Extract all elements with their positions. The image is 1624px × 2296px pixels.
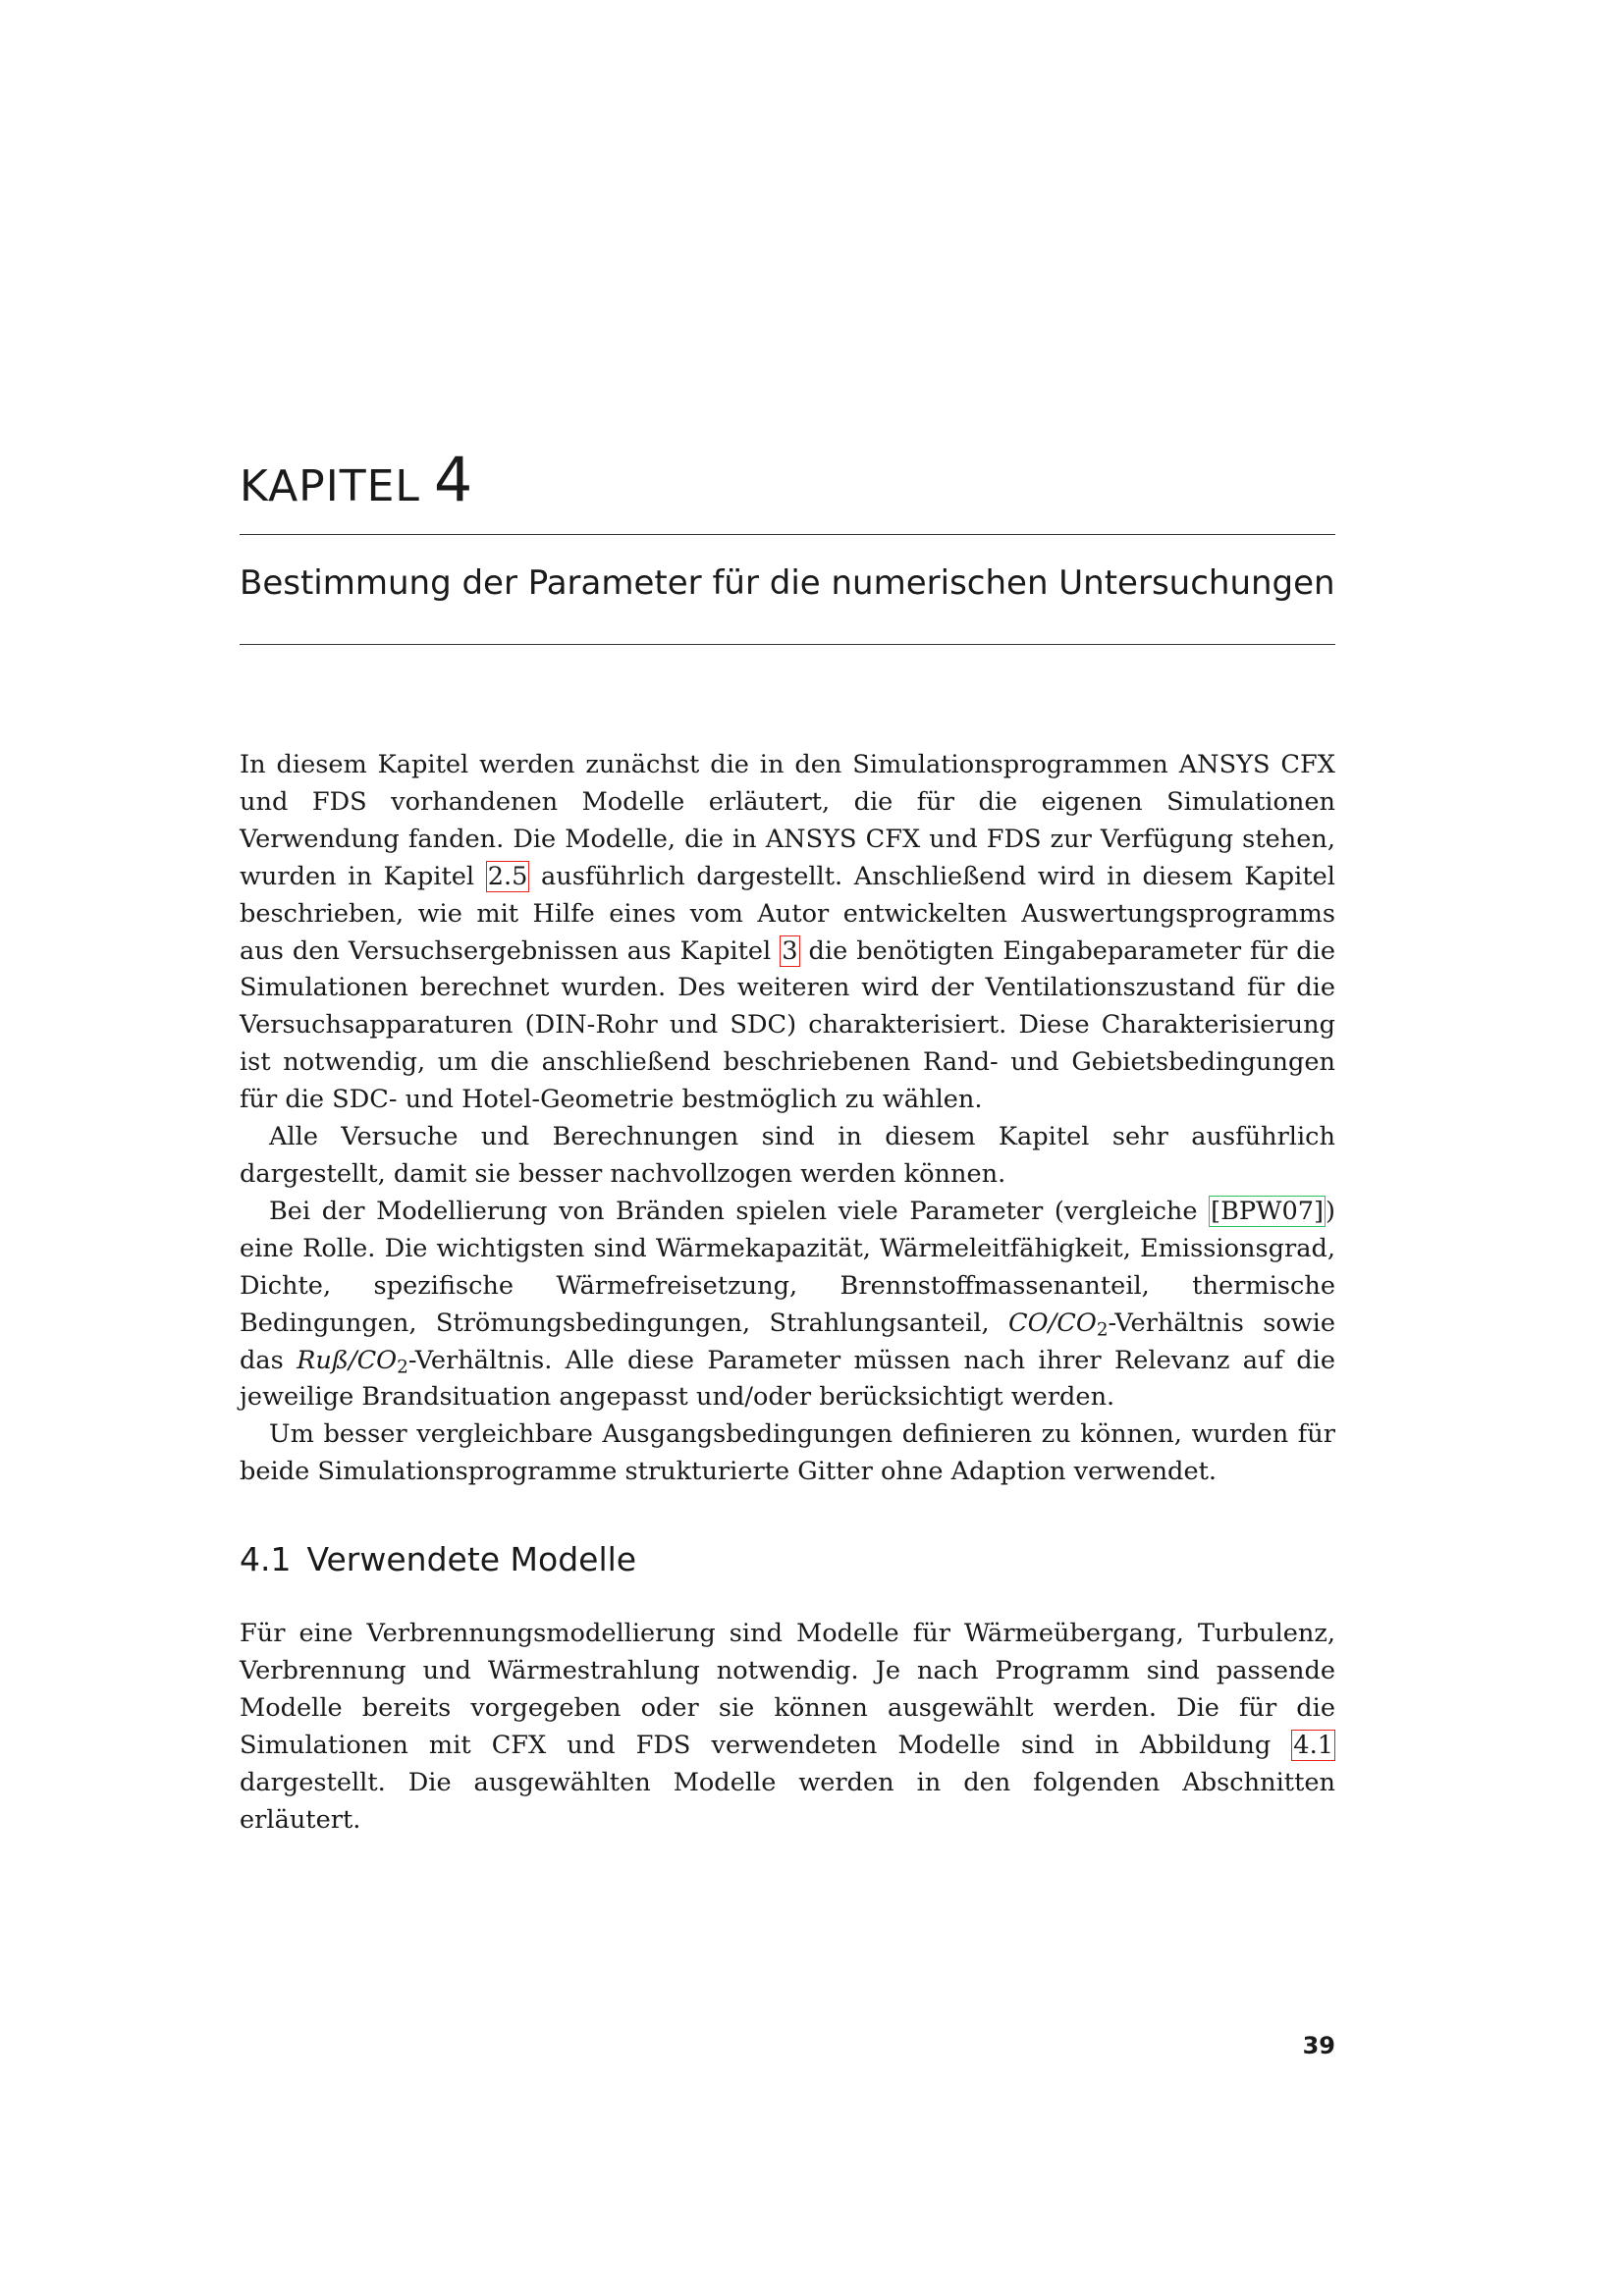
math-slash: / bbox=[1048, 1308, 1057, 1338]
intro-paragraph-1 bbox=[240, 747, 1335, 1119]
section-number: 4.1 bbox=[240, 1540, 292, 1578]
text-run: -Verhältnis sowie das bbox=[240, 1308, 1336, 1375]
chapter-label: KAPITEL bbox=[240, 461, 420, 511]
section-heading bbox=[240, 1540, 636, 1579]
text-run: dargestellt. Die ausgewählten Modelle werden in den folgenden Abschnitten erläutert. bbox=[240, 1767, 1335, 1835]
chapter-number: 4 bbox=[433, 444, 473, 515]
chapter-heading bbox=[240, 444, 473, 515]
section-text bbox=[240, 1616, 1335, 1839]
chapter-rule-bottom bbox=[240, 644, 1335, 645]
text-run: Für eine Verbrennungsmodellierung sind Modelle für Wärmeübergang, Turbulenz, Verbrennung und Wärmestrahlung notwendig. Je nach Programm sind passende Modelle bereits vorgegeben oder sie können ausgewählt werden. Die für die Simulationen mit CFX und FDS verwendeten Modelle sind in Abbildung bbox=[240, 1619, 1335, 1760]
math-co2: CO bbox=[356, 1345, 398, 1375]
text-run: -Verhältnis. Alle diese Parameter müssen nach ihrer Relevanz auf die jeweilige Brandsituation angepasst und/oder berücksichtigt werden. bbox=[240, 1345, 1335, 1413]
section-title: Verwendete Modelle bbox=[306, 1540, 637, 1578]
chapter-rule-top bbox=[240, 534, 1335, 535]
figure-ref-link[interactable]: 4.1 bbox=[1293, 1730, 1333, 1760]
math-soot: Ruß bbox=[297, 1345, 349, 1375]
section-paragraph-1 bbox=[240, 1616, 1335, 1839]
chapter-title: Bestimmung der Parameter für die numerischen Untersuchungen bbox=[240, 563, 1335, 603]
chapter-ref-link[interactable]: 3 bbox=[782, 935, 798, 966]
math-co: CO bbox=[1008, 1308, 1049, 1338]
chapter-ref-link[interactable]: 2.5 bbox=[487, 861, 528, 891]
text-run: In diesem Kapitel werden zunächst die in den Simulationsprogrammen ANSYS CFX und FDS vorhandenen Modelle erläutert, die für die eigenen Simulationen Verwendung fanden. Die Modelle, die in ANSYS CFX und FDS zur Verfügung stehen, wurden in Kapitel bbox=[240, 750, 1335, 891]
text-run: ) eine Rolle. Die wichtigsten sind Wärmekapazität, Wärmeleitfähigkeit, Emissionsgrad, Dichte, spezifische Wärmefreisetzung, Brennstoffmassenanteil, thermische Bedingungen, Strömungsbedingungen, Strahlungsanteil, bbox=[240, 1196, 1335, 1338]
math-slash: / bbox=[348, 1345, 357, 1375]
math-subscript: 2 bbox=[397, 1357, 408, 1378]
text-run: die benötigten Eingabeparameter für die Simulationen berechnet wurden. Des weiteren wird der Ventilationszustand für die Versuchsapparaturen (DIN-Rohr und SDC) charakterisiert. Diese Charakterisierung ist notwendig, um die anschließend beschriebenen Rand- und Gebietsbedingungen für die SDC- und Hotel-Geometrie bestmöglich zu wählen. bbox=[240, 935, 1335, 1115]
intro-paragraph-2: Alle Versuche und Berechnungen sind in diesem Kapitel sehr ausführlich dargestellt, damit sie besser nachvollzogen werden können. bbox=[240, 1122, 1335, 1189]
citation-link[interactable]: [BPW07] bbox=[1211, 1196, 1324, 1226]
math-subscript: 2 bbox=[1096, 1319, 1109, 1341]
intro-text bbox=[240, 747, 1335, 1491]
page-number: 39 bbox=[1302, 2032, 1335, 2059]
math-co2: CO bbox=[1056, 1308, 1097, 1338]
text-run: Bei der Modellierung von Bränden spielen viele Parameter (vergleiche bbox=[269, 1196, 1210, 1226]
intro-paragraph-4: Um besser vergleichbare Ausgangsbedingungen definieren zu können, wurden für beide Simulationsprogramme strukturierte Gitter ohne Adaption verwendet. bbox=[240, 1419, 1335, 1487]
text-run: ausführlich dargestellt. Anschließend wird in diesem Kapitel beschrieben, wie mit Hilfe eines vom Autor entwickelten Auswertungsprogramms aus den Versuchsergebnissen aus Kapitel bbox=[240, 861, 1335, 966]
intro-paragraph-3 bbox=[240, 1194, 1335, 1416]
